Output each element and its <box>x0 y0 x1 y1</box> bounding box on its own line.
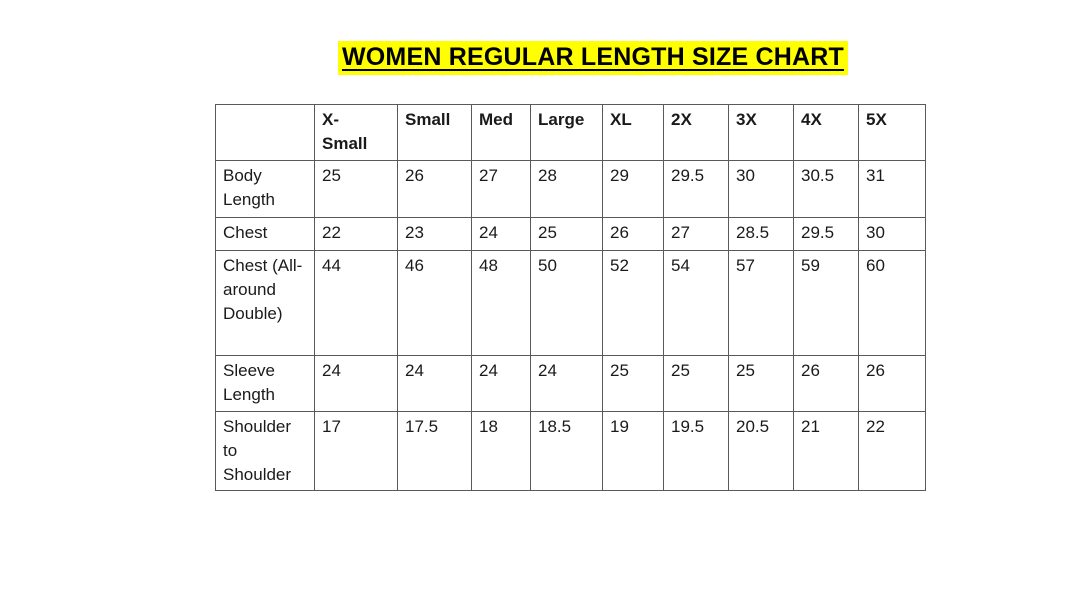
table-row-sleeve-length <box>216 356 926 412</box>
size-cell: 29 <box>603 161 664 218</box>
header-row <box>216 105 926 161</box>
size-cell: 25 <box>315 161 398 218</box>
size-cell: 24 <box>315 356 398 412</box>
size-cell: 19.5 <box>664 412 729 491</box>
table-row-shoulder-to-shoulder <box>216 412 926 491</box>
size-cell: 31 <box>859 161 926 218</box>
column-header-xsmall: X-Small <box>315 105 398 161</box>
size-cell: 25 <box>603 356 664 412</box>
size-cell: 27 <box>664 218 729 251</box>
size-cell: 19 <box>603 412 664 491</box>
size-cell: 29.5 <box>794 218 859 251</box>
row-label: Body Length <box>216 161 315 218</box>
row-label: Shoulder to Shoulder <box>216 412 315 491</box>
size-cell: 52 <box>603 251 664 356</box>
size-cell: 25 <box>729 356 794 412</box>
row-label: Sleeve Length <box>216 356 315 412</box>
size-cell: 60 <box>859 251 926 356</box>
size-cell: 26 <box>859 356 926 412</box>
size-cell: 21 <box>794 412 859 491</box>
table-row-chest <box>216 218 926 251</box>
size-cell: 46 <box>398 251 472 356</box>
size-cell: 24 <box>472 356 531 412</box>
size-cell: 24 <box>531 356 603 412</box>
page-title-wrap <box>338 41 848 75</box>
size-cell: 22 <box>859 412 926 491</box>
size-cell: 22 <box>315 218 398 251</box>
column-header-5x: 5X <box>859 105 926 161</box>
column-header-xl: XL <box>603 105 664 161</box>
size-cell: 28 <box>531 161 603 218</box>
size-cell: 29.5 <box>664 161 729 218</box>
size-cell: 17.5 <box>398 412 472 491</box>
column-header-3x: 3X <box>729 105 794 161</box>
size-cell: 30 <box>859 218 926 251</box>
size-cell: 27 <box>472 161 531 218</box>
size-cell: 24 <box>472 218 531 251</box>
size-cell: 24 <box>398 356 472 412</box>
size-cell: 26 <box>398 161 472 218</box>
size-cell: 50 <box>531 251 603 356</box>
size-cell: 28.5 <box>729 218 794 251</box>
size-cell: 30.5 <box>794 161 859 218</box>
size-chart-table <box>215 104 926 491</box>
table-row-body-length <box>216 161 926 218</box>
page-title: WOMEN REGULAR LENGTH SIZE CHART <box>338 41 848 75</box>
size-cell: 25 <box>531 218 603 251</box>
size-cell: 20.5 <box>729 412 794 491</box>
size-cell: 18 <box>472 412 531 491</box>
size-cell: 26 <box>794 356 859 412</box>
size-cell: 30 <box>729 161 794 218</box>
column-header-2x: 2X <box>664 105 729 161</box>
size-cell: 23 <box>398 218 472 251</box>
size-cell: 48 <box>472 251 531 356</box>
size-cell: 17 <box>315 412 398 491</box>
column-header-large: Large <box>531 105 603 161</box>
row-label: Chest <box>216 218 315 251</box>
column-header-med: Med <box>472 105 531 161</box>
column-header-4x: 4X <box>794 105 859 161</box>
size-cell: 18.5 <box>531 412 603 491</box>
size-cell: 44 <box>315 251 398 356</box>
corner-cell <box>216 105 315 161</box>
size-cell: 25 <box>664 356 729 412</box>
size-cell: 26 <box>603 218 664 251</box>
table-row-chest-all-around <box>216 251 926 356</box>
size-cell: 54 <box>664 251 729 356</box>
size-cell: 57 <box>729 251 794 356</box>
row-label: Chest (All-around Double) <box>216 251 315 356</box>
column-header-small: Small <box>398 105 472 161</box>
size-cell: 59 <box>794 251 859 356</box>
